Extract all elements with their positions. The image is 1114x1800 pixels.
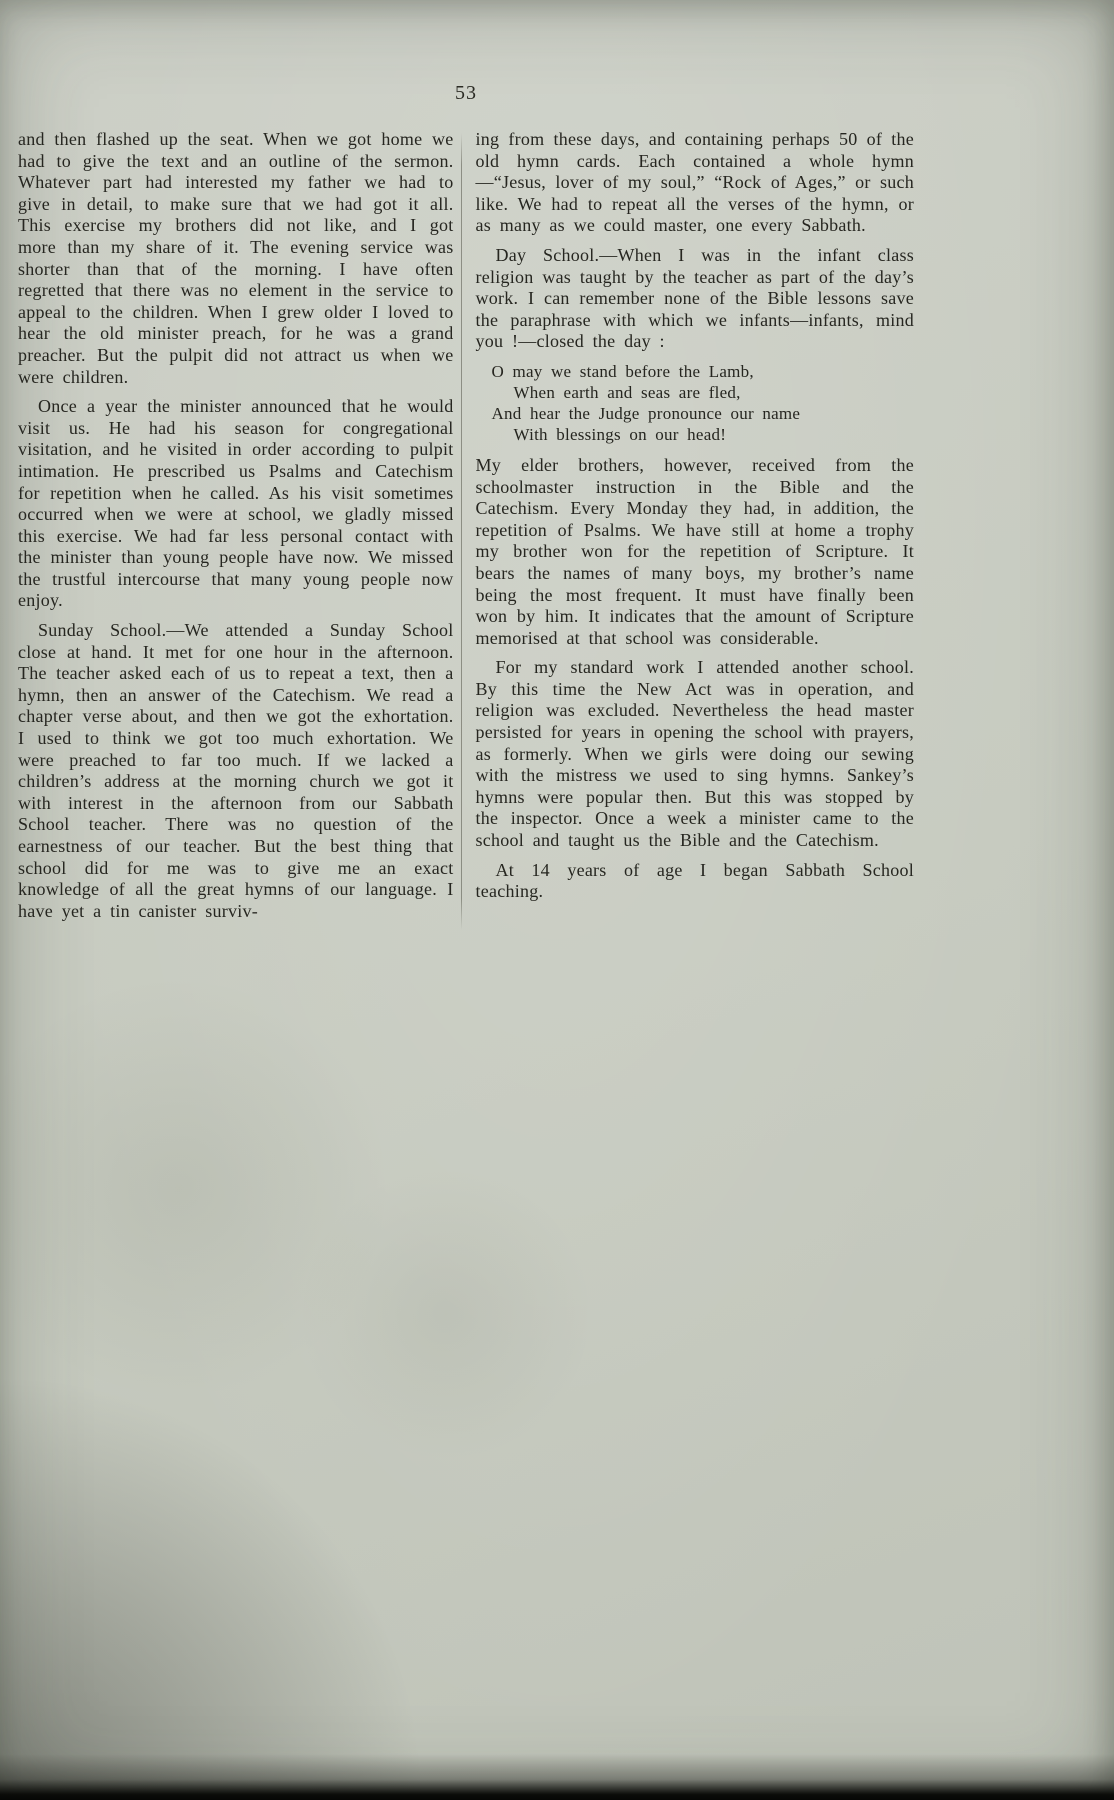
verse-line: And hear the Judge pronounce our name: [491, 403, 801, 423]
verse-line: With blessings on our head!: [513, 424, 727, 444]
paragraph: My elder brothers, however, received from the schoolmaster instruction in the Bible and the Catechism. Every Monday they had, in addition, the repetition of Psalms. We have still at home a trophy my brother won for the repetition of Scripture. It bears the names of many boys, my brother’s name being the most frequent. It must have finally been won by him. It indicates that the amount of Scripture memorised at that school was considerable.: [475, 454, 914, 648]
column-divider: [461, 133, 462, 930]
paragraph: ing from these days, and containing perhaps 50 of the old hymn cards. Each contained a whole hymn—“Jesus, lover of my soul,” “Rock of Ages,” or such like. We had to repeat all the verses of the hymn, or as many as we could master, one every Sabbath.: [475, 129, 914, 236]
page-number: 53: [455, 82, 477, 104]
paragraph: For my standard work I attended another school. By this time the New Act was in operation, and religion was excluded. Nevertheless the head master persisted for years in opening the school with prayers, as formerly. When we girls were doing our sewing with the mistress we used to sing hymns. Sankey’s hymns were popular then. But this was stopped by the inspector. Once a week a minister came to the school and taught us the Bible and the Catechism.: [475, 657, 914, 851]
paragraph: Day School.—When I was in the infant class religion was taught by the teacher as part of the day’s work. I can remember none of the Bible lessons save the paraphrase with which we infants—infants, mind you !—closed the day :: [475, 244, 914, 352]
text-columns: [18, 129, 914, 930]
paragraph: At 14 years of age I began Sabbath School teaching.: [475, 859, 914, 902]
page-content: [18, 82, 914, 930]
paragraph: Once a year the minister announced that he would visit us. He had his season for congregational visitation, and he visited in order according to pulpit intimation. He prescribed us Psalms and Catechism for repetition when he called. As his visit sometimes occurred when we were at school, we gladly missed this exercise. We had far less personal contact with the minister than young people have now. We missed the trustful intercourse that many young people now enjoy.: [18, 396, 454, 611]
hymn-verse: [492, 361, 915, 445]
left-column: [18, 129, 454, 930]
verse-line: When earth and seas are fled,: [513, 382, 741, 402]
right-column: [476, 129, 915, 930]
verse-line: O may we stand before the Lamb,: [491, 361, 754, 381]
paragraph: Sunday School.—We attended a Sunday School close at hand. It met for one hour in the afternoon. The teacher asked each of us to repeat a text, then a hymn, then an answer of the Catechism. We read a chapter verse about, and then we got the exhortation. I used to think we got too much exhortation. We were preached to far too much. If we lacked a children’s address at the morning church we got it with interest in the afternoon from our Sabbath School teacher. There was no question of the earnestness of our teacher. But the best thing that school did for me was to give me an exact knowledge of all the great hymns of our language. I have yet a tin canister surviv-: [18, 620, 454, 921]
scan-edge-shadow: [0, 1754, 1114, 1800]
paragraph: and then flashed up the seat. When we got home we had to give the text and an outline of the sermon. Whatever part had interested my father we had to give in detail, to make sure that we had got it all. This exercise my brothers did not like, and I got more than my share of it. The evening service was shorter than that of the morning. I have often regretted that there was no element in the service to appeal to the children. When I grew older I loved to hear the old minister preach, for he was a grand preacher. But the pulpit did not attract us when we were children.: [18, 129, 454, 387]
